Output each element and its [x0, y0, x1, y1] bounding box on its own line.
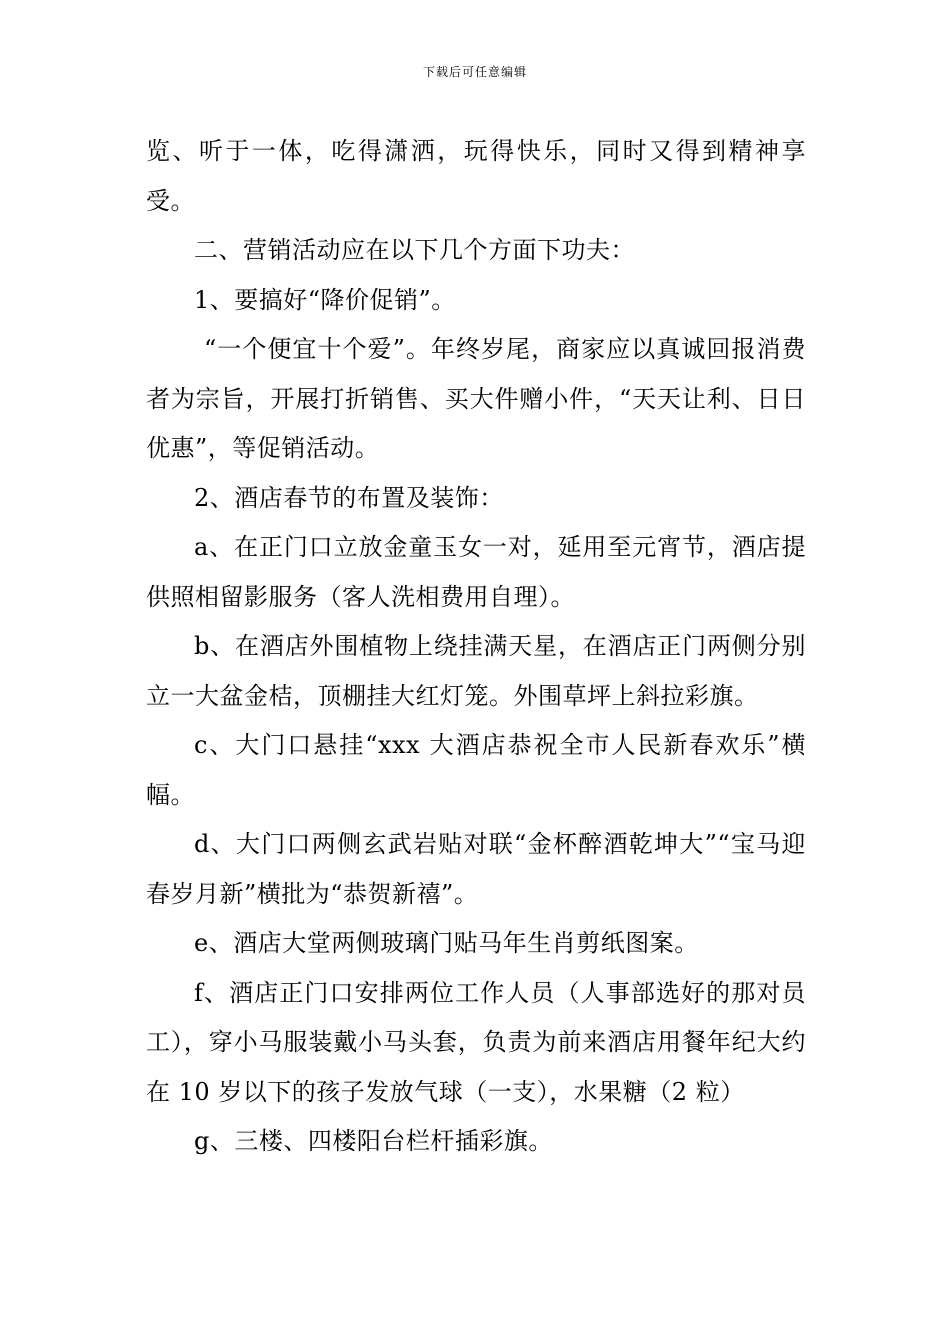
document-body	[146, 127, 806, 1167]
section-heading-marketing: 二、营销活动应在以下几个方面下功夫：	[194, 236, 635, 264]
item-heading-decoration: 2、酒店春节的布置及装饰：	[194, 483, 504, 512]
page-header-note: 下载后可任意编辑	[422, 65, 527, 79]
paragraph-price-promotion: “一个便宜十个爱”。年终岁尾，商家应以真诚回报消费者为宗旨，开展打折销售、买大件赠小件，“天天让利、日日优惠”，等促销活动。	[146, 335, 806, 462]
decoration-item-f: f、酒店正门口安排两位工作人员（人事部选好的那对员工），穿小马服装戴小马头套，负责为前来酒店用餐年纪大约在 10 岁以下的孩子发放气球（一支），水果糖（2 粒）	[146, 978, 806, 1106]
paragraph-continuation: 览、听于一体，吃得潇洒，玩得快乐，同时又得到精神享受。	[146, 137, 806, 215]
decoration-item-a: a、在正门口立放金童玉女一对，延用至元宵节，酒店提供照相留影服务（客人洗相费用自理）。	[146, 533, 806, 611]
decoration-item-e: e、酒店大堂两侧玻璃门贴马年生肖剪纸图案。	[194, 929, 699, 957]
decoration-item-d: d、大门口两侧玄武岩贴对联“金杯醉酒乾坤大”“宝马迎春岁月新”横批为“恭贺新禧”。	[146, 830, 806, 908]
item-heading-price-promotion: 1、要搞好“降价促销”。	[194, 285, 456, 314]
decoration-item-c: c、大门口悬挂“xxx 大酒店恭祝全市人民新春欢乐”横幅。	[146, 731, 806, 809]
decoration-item-b: b、在酒店外围植物上绕挂满天星，在酒店正门两侧分别立一大盆金桔，顶棚挂大红灯笼。外围草坪上斜拉彩旗。	[146, 632, 806, 710]
decoration-item-g: g、三楼、四楼阳台栏杆插彩旗。	[194, 1127, 553, 1155]
